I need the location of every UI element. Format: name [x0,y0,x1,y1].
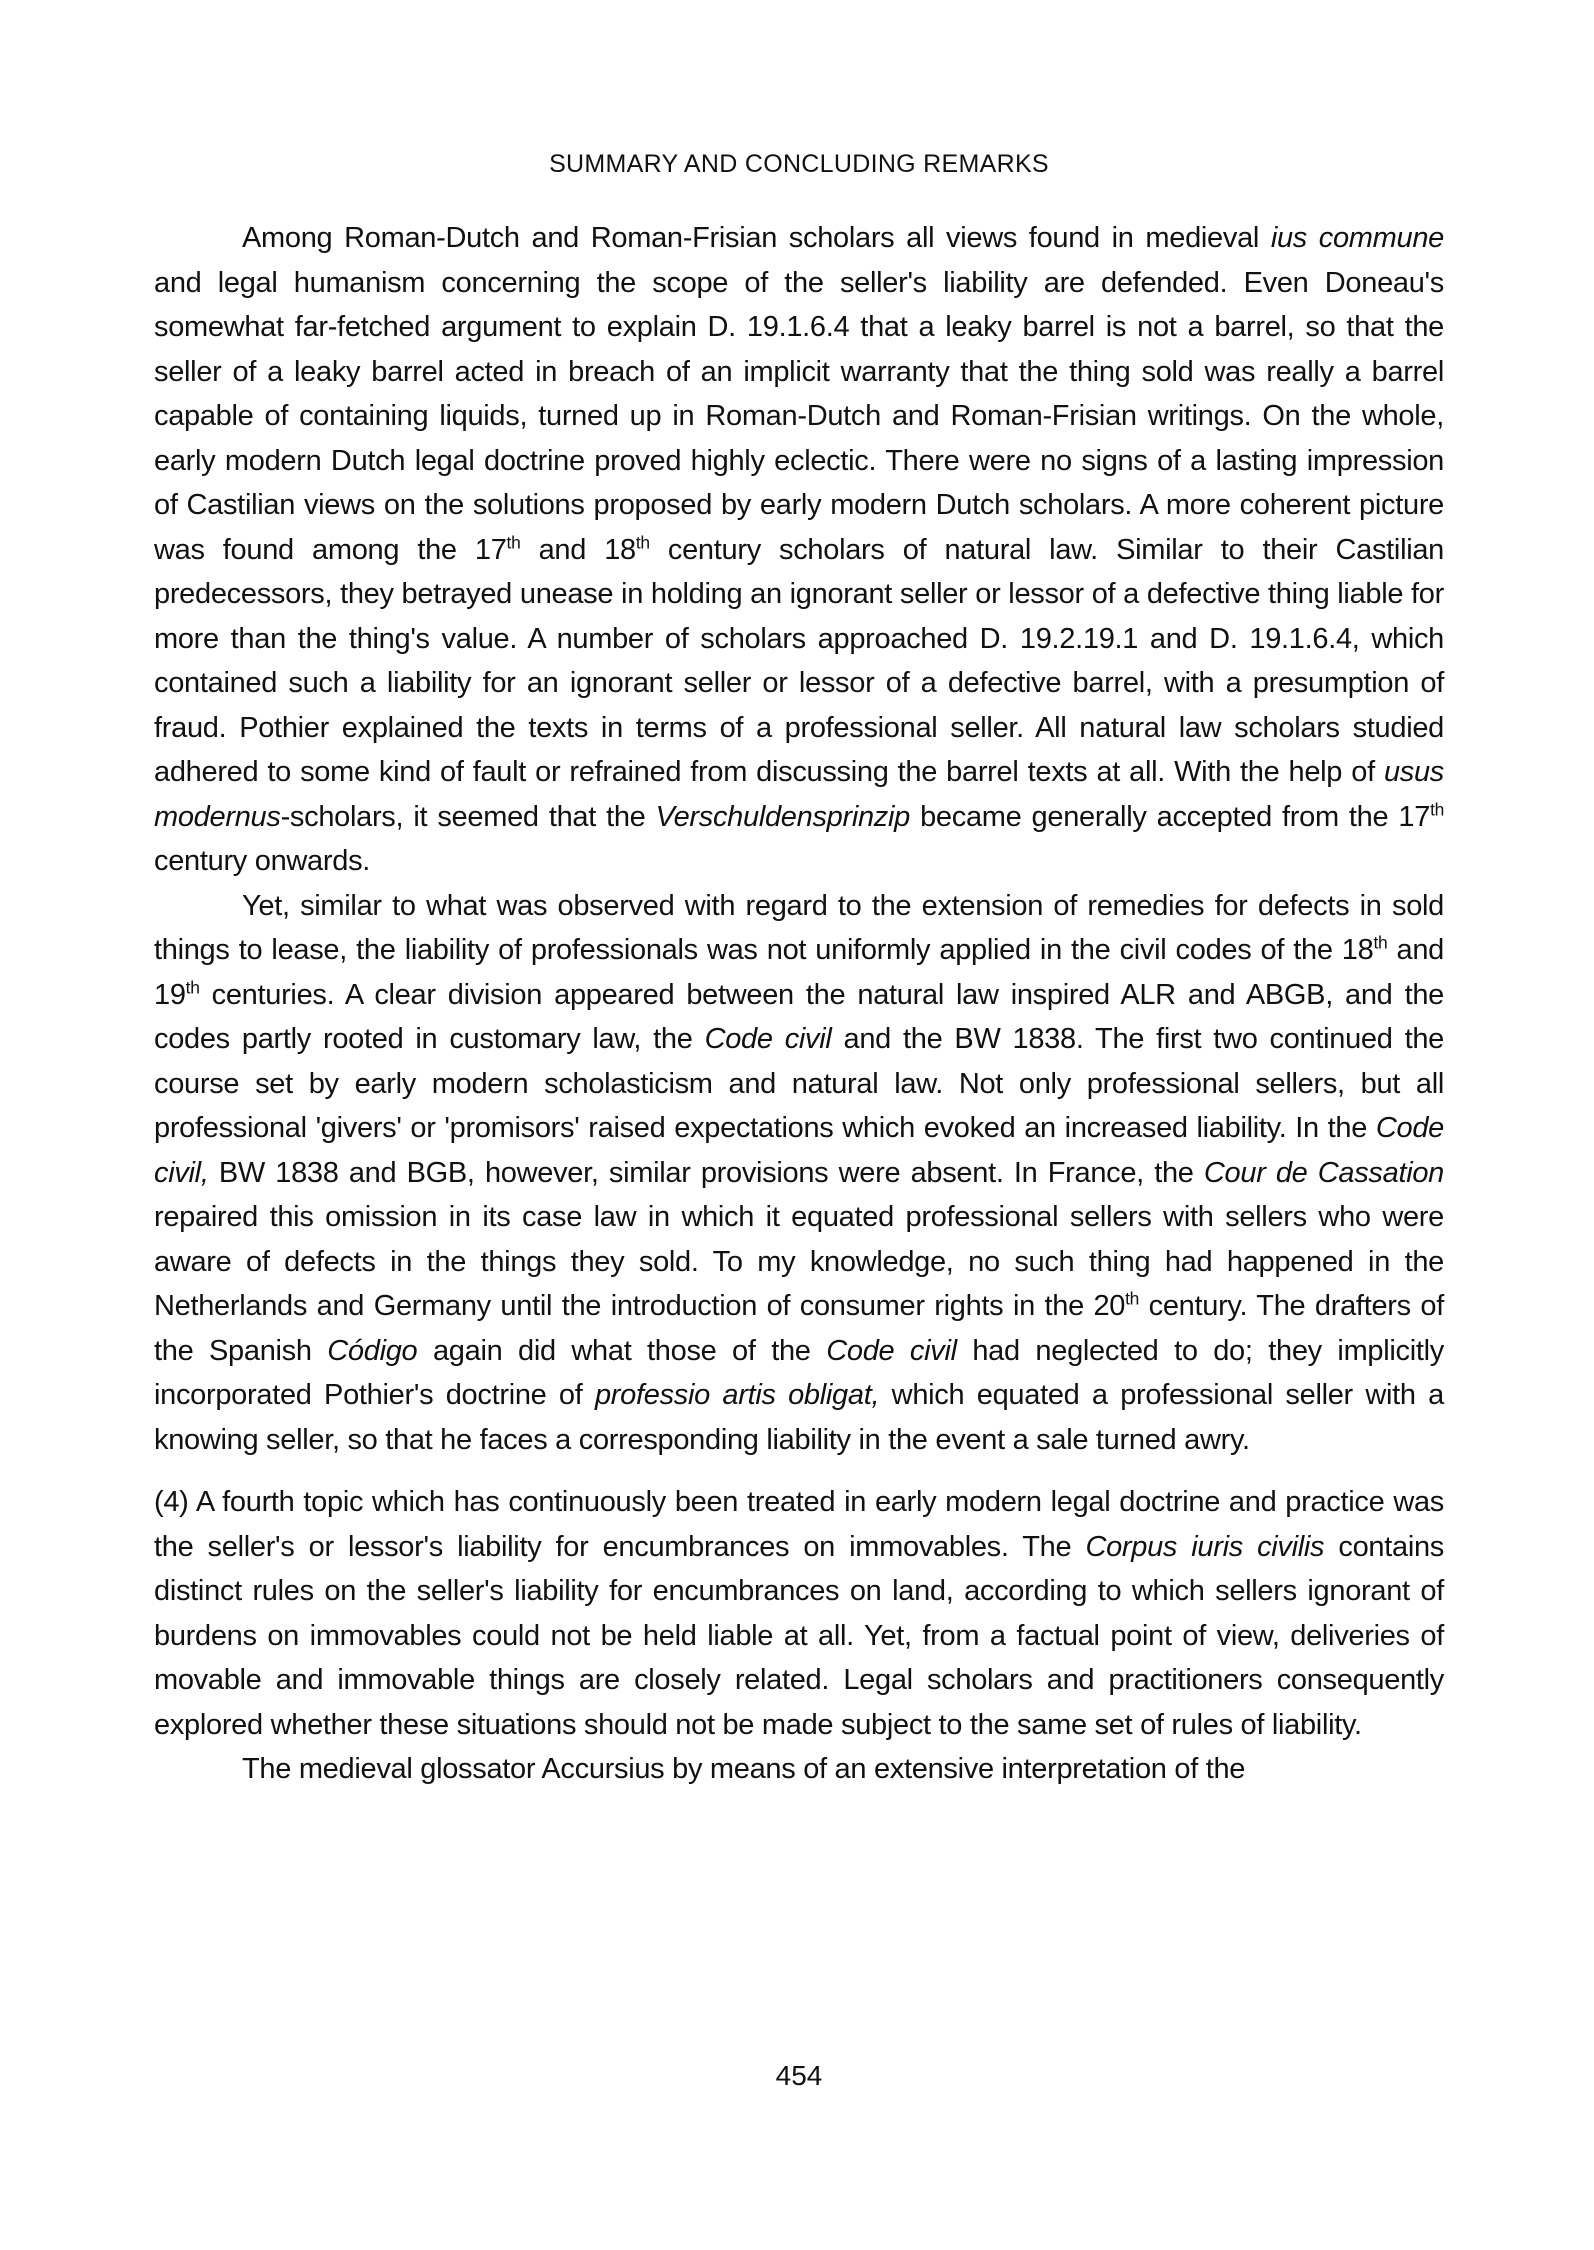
paragraph: Among Roman-Dutch and Roman-Frisian scholars all views found in medieval ius commune and legal humanism concerning the scope of the seller's liability are defended. Even Doneau's somewhat far-fetched argument to explain D. 19.1.6.4 that a leaky barrel is not a barrel, so that the seller of a leaky barrel acted in breach of an implicit warranty that the thing sold was really a barrel capable of containing liquids, turned up in Roman-Dutch and Roman-Frisian writings. On the whole, early modern Dutch legal doctrine proved highly eclectic. There were no signs of a lasting impression of Castilian views on the solutions proposed by early modern Dutch scholars. A more coherent picture was found among the 17th and 18th century scholars of natural law. Similar to their Castilian predecessors, they betrayed unease in holding an ignorant seller or lessor of a defective thing liable for more than the thing's value. A number of scholars approached D. 19.2.19.1 and D. 19.1.6.4, which contained such a liability for an ignorant seller or lessor of a defective barrel, with a presumption of fraud. Pothier explained the texts in terms of a professional seller. All natural law scholars studied adhered to some kind of fault or refrained from discussing the barrel texts at all. With the help of usus modernus-scholars, it seemed that the Verschuldensprinzip became generally accepted from the 17th century onwards. [154,222,1445,877]
paragraph: Yet, similar to what was observed with regard to the extension of remedies for defects in sold things to lease, the liability of professionals was not uniformly applied in the civil codes of the 18th and 19th centuries. A clear division appeared between the natural law inspired ALR and ABGB, and the codes partly rooted in customary law, the Code civil and the BW 1838. The first two continued the course set by early modern scholasticism and natural law. Not only professional sellers, but all professional 'givers' or 'promisors' raised expectations which evoked an increased liability. In the Code civil, BW 1838 and BGB, however, similar provisions were absent. In France, the Cour de Cassation repaired this omission in its case law in which it equated professional sellers with sellers who were aware of defects in the things they sold. To my knowledge, no such thing had happened in the Netherlands and Germany until the introduction of consumer rights in the 20th century. The drafters of the Spanish Código again did what those of the Code civil had neglected to do; they implicitly incorporated Pothier's doctrine of professio artis obligat, which equated a professional seller with a knowing seller, so that he faces a corresponding liability in the event a sale turned awry. [154,889,1444,1456]
page-header-title: SUMMARY AND CONCLUDING REMARKS [549,150,1049,178]
paragraph: The medieval glossator Accursius by means of an extensive interpretation of the [242,1753,1246,1785]
paragraph: (4) A fourth topic which has continuously been treated in early modern legal doctrine and practice was the seller's or lessor's liability for encumbrances on immovables. The Corpus iuris civilis contains distinct rules on the seller's liability for encumbrances on land, according to which sellers ignorant of burdens on immovables could not be held liable at all. Yet, from a factual point of view, deliveries of movable and immovable things are closely related. Legal scholars and practitioners consequently explored whether these situations should not be made subject to the same set of rules of liability. [154,1486,1444,1741]
body-text [154,216,1444,1792]
page-number: 454 [775,2060,823,2091]
